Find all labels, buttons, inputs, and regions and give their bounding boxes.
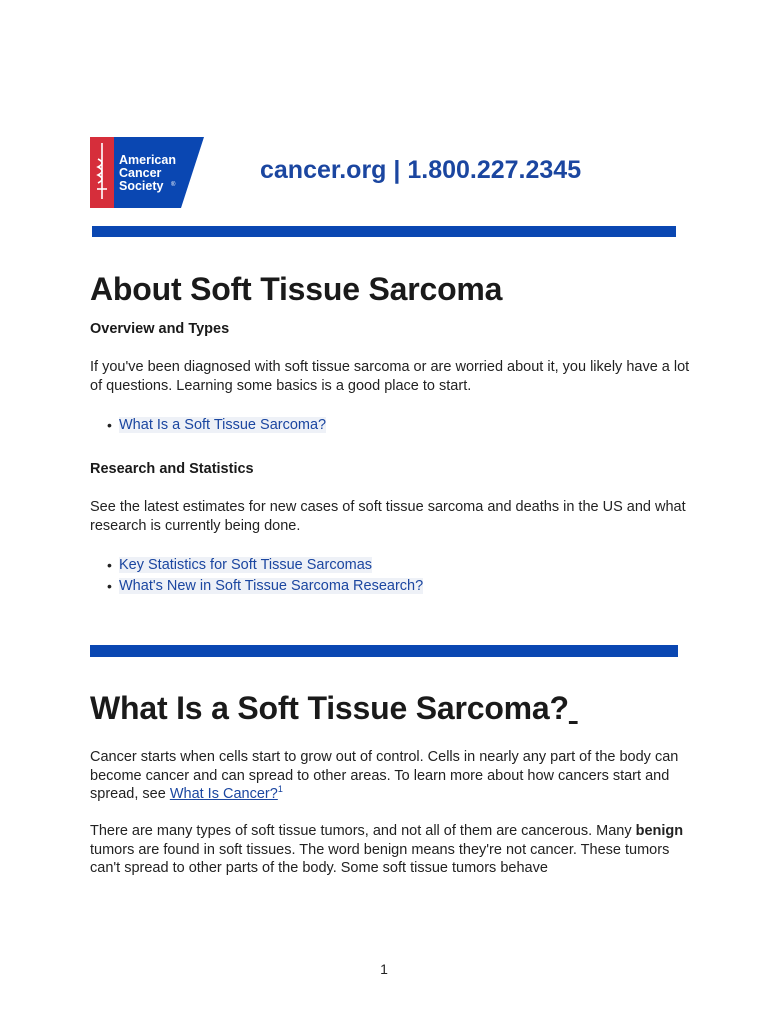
bullet-dot: • — [107, 578, 112, 594]
section-divider — [90, 645, 678, 657]
logo-line-2: Cancer — [119, 166, 162, 180]
overview-heading: Overview and Types — [90, 321, 230, 337]
tumors-text-end: tumors are found in soft tissues. The word benign means they're not cancer. These tumors can't spread to other parts of the body. Some soft tissue tumors behave — [90, 841, 670, 876]
logo-line-3: Society — [119, 179, 164, 193]
overview-text: If you've been diagnosed with soft tissue sarcoma or are worried about it, you likely have a lot of questions. Learning some basics is a good place to start. — [90, 359, 690, 394]
title-anchor — [569, 690, 578, 726]
research-heading: Research and Statistics — [90, 461, 254, 477]
acs-logo — [90, 137, 204, 208]
logo-line-1: American — [119, 153, 176, 167]
research-text: See the latest estimates for new cases of soft tissue sarcoma and deaths in the US and what research is currently being done. — [90, 499, 686, 534]
link-whats-new[interactable]: What's New in Soft Tissue Sarcoma Research? — [119, 578, 424, 594]
intro-paragraph — [90, 748, 690, 804]
bullet-dot: • — [107, 417, 112, 433]
section-title — [90, 690, 578, 727]
tumors-paragraph — [90, 822, 690, 878]
section-title-text: What Is a Soft Tissue Sarcoma? — [90, 690, 569, 726]
header-divider — [92, 226, 676, 237]
link-what-is-cancer[interactable]: What Is Cancer? — [169, 786, 278, 802]
bullet-dot: • — [107, 557, 112, 573]
overview-links — [107, 415, 326, 436]
list-item — [107, 555, 423, 576]
list-item — [107, 576, 423, 597]
intro-text: Cancer starts when cells start to grow out of control. Cells in nearly any part of the body can become cancer and can spread to other areas. To learn more about how cancers start and spread, see — [90, 749, 679, 802]
link-key-statistics[interactable]: Key Statistics for Soft Tissue Sarcomas — [119, 557, 373, 573]
footnote-ref[interactable]: 1 — [277, 784, 283, 795]
page-number: 1 — [380, 961, 388, 977]
list-item — [107, 415, 326, 436]
research-links — [107, 555, 423, 597]
logo-registered-mark: ® — [171, 182, 176, 188]
link-what-is-sts[interactable]: What Is a Soft Tissue Sarcoma? — [119, 417, 327, 433]
page-title: About Soft Tissue Sarcoma — [90, 271, 503, 307]
tumors-text-start: There are many types of soft tissue tumors, and not all of them are cancerous. Many — [90, 823, 636, 839]
site-contact-link[interactable]: cancer.org | 1.800.227.2345 — [260, 156, 582, 184]
benign-term: benign — [635, 823, 684, 839]
acs-logo-graphic — [90, 137, 204, 208]
